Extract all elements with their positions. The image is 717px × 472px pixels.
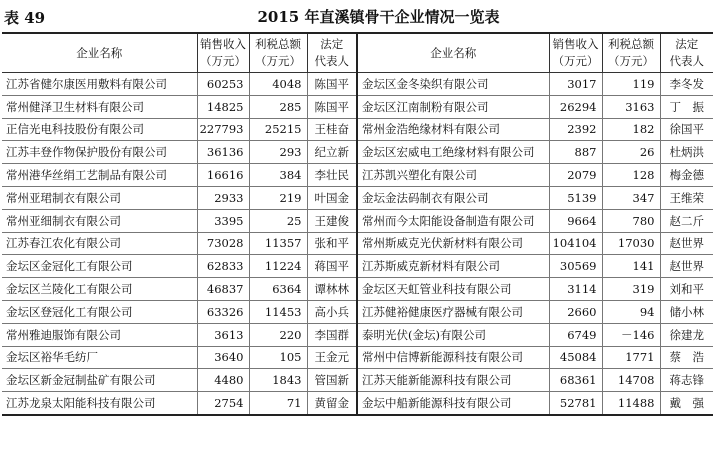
right-legal-representative: 徐国平 (660, 118, 713, 141)
right-company-name: 常州斯威克光伏新材料有限公司 (357, 232, 549, 255)
right-company-name: 金坛中船新能源科技有限公司 (357, 392, 549, 415)
table-row (2, 209, 713, 232)
right-legal-representative: 赵二斤 (660, 209, 713, 232)
right-legal-representative: 储小林 (660, 300, 713, 323)
left-sales-revenue: 3395 (197, 209, 249, 232)
right-legal-representative: 丁 振 (660, 95, 713, 118)
right-sales-revenue: 2079 (549, 164, 602, 187)
right-legal-representative: 赵世界 (660, 255, 713, 278)
right-legal-representative: 徐建龙 (660, 323, 713, 346)
right-sales-revenue: 5139 (549, 186, 602, 209)
column-header-text: 法定 (320, 37, 344, 51)
left-legal-representative: 李壮民 (307, 164, 357, 187)
column-header-text: 法定 (675, 37, 699, 51)
right-company-name: 金坛区宏威电工绝缘材料有限公司 (357, 141, 549, 164)
right-profit-tax: 347 (602, 186, 660, 209)
left-legal-representative: 管国新 (307, 369, 357, 392)
left-legal-representative: 王建俊 (307, 209, 357, 232)
right-profit-tax: 182 (602, 118, 660, 141)
left-profit-tax: 384 (249, 164, 307, 187)
column-header-unit: （万元） (552, 54, 599, 68)
table-row (2, 300, 713, 323)
column-header-left-0 (2, 33, 197, 73)
left-company-name: 常州港华丝绢工艺制品有限公司 (2, 164, 197, 187)
column-header-left-2 (249, 33, 307, 73)
right-sales-revenue: 104104 (549, 232, 602, 255)
column-header-left-1 (197, 33, 249, 73)
left-legal-representative: 张和平 (307, 232, 357, 255)
left-sales-revenue: 60253 (197, 73, 249, 96)
left-profit-tax: 25215 (249, 118, 307, 141)
header-row (2, 33, 713, 73)
left-profit-tax: 11453 (249, 300, 307, 323)
left-profit-tax: 71 (249, 392, 307, 415)
table-row (2, 392, 713, 415)
left-profit-tax: 25 (249, 209, 307, 232)
left-sales-revenue: 2933 (197, 186, 249, 209)
right-sales-revenue: 2660 (549, 300, 602, 323)
left-company-name: 常州雅迪服饰有限公司 (2, 323, 197, 346)
left-profit-tax: 4048 (249, 73, 307, 96)
right-company-name: 常州中信博新能源科技有限公司 (357, 346, 549, 369)
right-sales-revenue: 45084 (549, 346, 602, 369)
column-header-text: 销售收入 (552, 37, 599, 51)
right-profit-tax: 780 (602, 209, 660, 232)
left-company-name: 江苏丰登作物保护股份有限公司 (2, 141, 197, 164)
left-legal-representative: 叶国金 (307, 186, 357, 209)
left-legal-representative: 陈国平 (307, 95, 357, 118)
left-legal-representative: 谭林林 (307, 278, 357, 301)
right-company-name: 金坛区天虹管业科技有限公司 (357, 278, 549, 301)
left-sales-revenue: 2754 (197, 392, 249, 415)
right-profit-tax: 1771 (602, 346, 660, 369)
right-sales-revenue: 52781 (549, 392, 602, 415)
right-legal-representative: 蒋志锋 (660, 369, 713, 392)
left-company-name: 江苏春江农化有限公司 (2, 232, 197, 255)
left-company-name: 正信光电科技股份有限公司 (2, 118, 197, 141)
column-header-left-3 (307, 33, 357, 73)
column-header-text: 销售收入 (200, 37, 246, 51)
enterprise-table (2, 32, 713, 416)
left-company-name: 常州亚细制衣有限公司 (2, 209, 197, 232)
table-row (2, 232, 713, 255)
right-company-name: 常州金浩绝缘材料有限公司 (357, 118, 549, 141)
left-company-name: 金坛区裕华毛纺厂 (2, 346, 197, 369)
right-legal-representative: 赵世界 (660, 232, 713, 255)
table-row (2, 346, 713, 369)
right-sales-revenue: 3114 (549, 278, 602, 301)
left-profit-tax: 220 (249, 323, 307, 346)
column-header-unit: （万元） (255, 54, 301, 68)
table-body (2, 73, 713, 415)
left-profit-tax: 6364 (249, 278, 307, 301)
right-profit-tax: －146 (602, 323, 660, 346)
right-profit-tax: 94 (602, 300, 660, 323)
table-row (2, 141, 713, 164)
left-legal-representative: 李国群 (307, 323, 357, 346)
column-header-right-2 (602, 33, 660, 73)
left-profit-tax: 219 (249, 186, 307, 209)
left-profit-tax: 1843 (249, 369, 307, 392)
left-legal-representative: 黄留金 (307, 392, 357, 415)
right-company-name: 常州而今太阳能设备制造有限公司 (357, 209, 549, 232)
left-legal-representative: 陈国平 (307, 73, 357, 96)
right-profit-tax: 128 (602, 164, 660, 187)
column-header-right-1 (549, 33, 602, 73)
right-sales-revenue: 3017 (549, 73, 602, 96)
column-header-right-3 (660, 33, 713, 73)
right-profit-tax: 119 (602, 73, 660, 96)
left-sales-revenue: 63326 (197, 300, 249, 323)
left-company-name: 金坛区登冠化工有限公司 (2, 300, 197, 323)
right-legal-representative: 梅金德 (660, 164, 713, 187)
right-sales-revenue: 887 (549, 141, 602, 164)
left-company-name: 金坛区新金冠制盐矿有限公司 (2, 369, 197, 392)
left-legal-representative: 蒋国平 (307, 255, 357, 278)
table-title: 2015 年直溪镇骨干企业情况一览表 (257, 8, 500, 26)
right-profit-tax: 11488 (602, 392, 660, 415)
left-legal-representative: 纪立新 (307, 141, 357, 164)
left-profit-tax: 285 (249, 95, 307, 118)
left-sales-revenue: 14825 (197, 95, 249, 118)
right-sales-revenue: 68361 (549, 369, 602, 392)
table-number: 表 49 (4, 9, 46, 27)
left-sales-revenue: 4480 (197, 369, 249, 392)
left-profit-tax: 293 (249, 141, 307, 164)
left-company-name: 江苏龙泉太阳能科技有限公司 (6, 396, 156, 411)
left-profit-tax: 11357 (249, 232, 307, 255)
table-row (2, 73, 713, 96)
column-header-unit: （万元） (608, 54, 654, 68)
left-sales-revenue: 3613 (197, 323, 249, 346)
table-row (2, 118, 713, 141)
right-legal-representative: 戴 强 (660, 392, 713, 415)
left-profit-tax: 11224 (249, 255, 307, 278)
column-header-text: 利税总额 (255, 37, 301, 51)
right-company-name: 泰明光伏(金坛)有限公司 (357, 323, 549, 346)
right-legal-representative: 蔡 浩 (660, 346, 713, 369)
right-profit-tax: 141 (602, 255, 660, 278)
right-legal-representative: 李冬发 (660, 73, 713, 96)
column-header-text: 利税总额 (608, 37, 654, 51)
left-company-name: 江苏省健尔康医用敷料有限公司 (2, 73, 197, 96)
left-sales-revenue: 3640 (197, 346, 249, 369)
left-legal-representative: 王金元 (307, 346, 357, 369)
left-profit-tax: 105 (249, 346, 307, 369)
right-profit-tax: 26 (602, 141, 660, 164)
column-header-unit: （万元） (200, 54, 246, 68)
right-sales-revenue: 9664 (549, 209, 602, 232)
table-row (2, 255, 713, 278)
right-sales-revenue: 6749 (549, 323, 602, 346)
right-company-name: 金坛区金冬染织有限公司 (357, 73, 549, 96)
column-header-unit: 代表人 (669, 54, 704, 68)
left-sales-revenue: 16616 (197, 164, 249, 187)
right-profit-tax: 319 (602, 278, 660, 301)
right-company-name: 江苏健裕健康医疗器械有限公司 (357, 300, 549, 323)
left-sales-revenue: 73028 (197, 232, 249, 255)
right-sales-revenue: 30569 (549, 255, 602, 278)
right-legal-representative: 刘和平 (660, 278, 713, 301)
right-sales-revenue: 2392 (549, 118, 602, 141)
right-company-name: 江苏斯威克新材料有限公司 (357, 255, 549, 278)
table-row (2, 278, 713, 301)
table-row (2, 323, 713, 346)
left-sales-revenue: 62833 (197, 255, 249, 278)
right-profit-tax: 3163 (602, 95, 660, 118)
left-sales-revenue: 36136 (197, 141, 249, 164)
page-header (0, 0, 717, 30)
column-header-unit: 代表人 (314, 54, 349, 68)
right-legal-representative: 王维荣 (660, 186, 713, 209)
table-row (2, 369, 713, 392)
right-company-name: 江苏天能新能源科技有限公司 (357, 369, 549, 392)
left-company-name: 金坛区兰陵化工有限公司 (2, 278, 197, 301)
table-row (2, 186, 713, 209)
column-header-text: 企业名称 (76, 45, 123, 60)
table-row (2, 164, 713, 187)
table-row (2, 95, 713, 118)
right-legal-representative: 杜炳洪 (660, 141, 713, 164)
right-company-name: 江苏凯兴塑化有限公司 (357, 164, 549, 187)
right-company-name: 金坛金法码制衣有限公司 (357, 186, 549, 209)
left-company-name: 常州健泽卫生材料有限公司 (2, 95, 197, 118)
left-sales-revenue: 46837 (197, 278, 249, 301)
right-company-name: 金坛区江南制粉有限公司 (357, 95, 549, 118)
right-profit-tax: 17030 (602, 232, 660, 255)
right-profit-tax: 14708 (602, 369, 660, 392)
column-header-text: 企业名称 (430, 45, 477, 60)
column-header-right-0 (357, 33, 549, 73)
left-sales-revenue: 227793 (197, 118, 249, 141)
left-legal-representative: 高小兵 (307, 300, 357, 323)
left-company-name: 常州亚珺制衣有限公司 (2, 186, 197, 209)
left-legal-representative: 王桂奋 (307, 118, 357, 141)
left-company-name: 金坛区金冠化工有限公司 (2, 255, 197, 278)
right-sales-revenue: 26294 (549, 95, 602, 118)
